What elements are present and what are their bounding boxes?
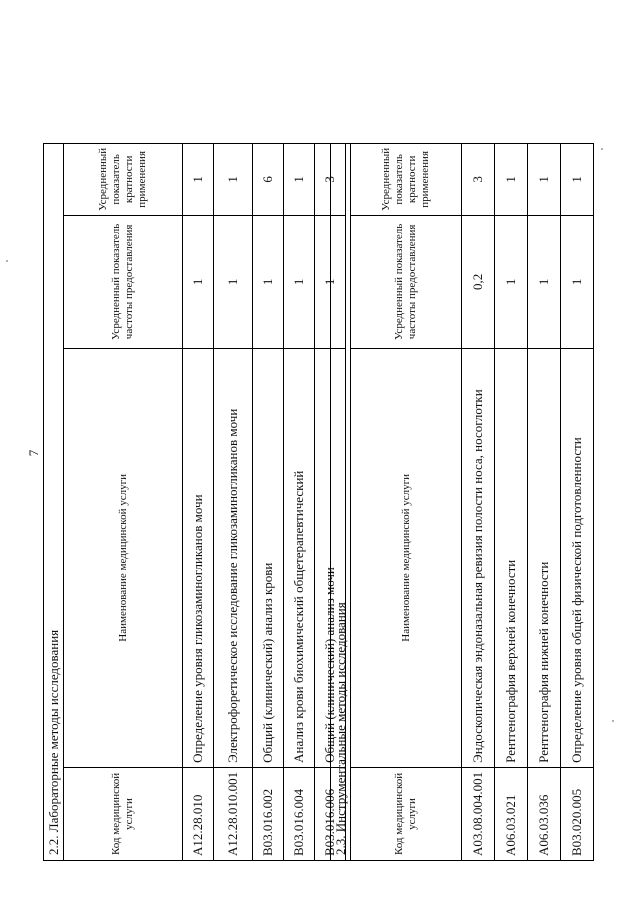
frequency-value: 1: [284, 215, 315, 348]
header-code: Код медицинской услуги: [351, 767, 462, 860]
frequency-value: 1: [253, 215, 284, 348]
frequency-value: 1: [495, 215, 528, 348]
table-row: [561, 143, 594, 860]
service-name: Электрофоретическое исследование гликозаминогликанов мочи: [214, 348, 253, 767]
service-name: Определение уровня общей физической подготовленности: [561, 348, 594, 767]
service-name: Эндоскопическая эндоназальная ревизия полости носа, носоглотки: [462, 348, 495, 767]
header-multiplicity: Усредненный показатель кратности применения: [64, 143, 183, 215]
service-name: Анализ крови биохимический общетерапевтический: [284, 348, 315, 767]
frequency-value: 1: [315, 215, 346, 348]
frequency-value: 0,2: [462, 215, 495, 348]
service-code: A03.08.004.001: [462, 767, 495, 860]
table-row: [284, 143, 315, 860]
lab-section-title: 2.2. Лабораторные методы исследования: [44, 143, 64, 860]
multiplicity-value: 1: [183, 143, 214, 215]
table-header-row: [64, 143, 183, 860]
service-name: Рентгенография верхней конечности: [495, 348, 528, 767]
service-code: B03.016.004: [284, 767, 315, 860]
frequency-value: 1: [561, 215, 594, 348]
service-code: B03.016.002: [253, 767, 284, 860]
multiplicity-value: 1: [495, 143, 528, 215]
service-code: A12.28.010.001: [214, 767, 253, 860]
frequency-value: 1: [183, 215, 214, 348]
page-number: 7: [26, 449, 41, 457]
table-row: [495, 143, 528, 860]
table-row: [253, 143, 284, 860]
table-row: [183, 143, 214, 860]
service-name: Определение уровня гликозаминогликанов мочи: [183, 348, 214, 767]
frequency-value: 1: [214, 215, 253, 348]
instrumental-methods-table: [330, 143, 594, 861]
scan-speck: [6, 260, 8, 262]
header-code: Код медицинской услуги: [64, 767, 183, 860]
service-name: Общий (клинический) анализ крови: [253, 348, 284, 767]
service-code: B03.020.005: [561, 767, 594, 860]
lab-methods-table: [43, 143, 346, 861]
header-name: Наименование медицинской услуги: [64, 348, 183, 767]
table-row: [528, 143, 561, 860]
service-name: Общий (клинический) анализ мочи: [315, 348, 346, 767]
header-frequency: Усредненный показатель частоты предоставления: [64, 215, 183, 348]
header-frequency: Усредненный показатель частоты предоставления: [351, 215, 462, 348]
multiplicity-value: 1: [561, 143, 594, 215]
multiplicity-value: 6: [253, 143, 284, 215]
frequency-value: 1: [528, 215, 561, 348]
service-code: B03.016.006: [315, 767, 346, 860]
multiplicity-value: 3: [315, 143, 346, 215]
header-multiplicity: Усредненный показатель кратности применения: [351, 143, 462, 215]
service-name: Рентгенография нижней конечности: [528, 348, 561, 767]
multiplicity-value: 3: [462, 143, 495, 215]
header-name: Наименование медицинской услуги: [351, 348, 462, 767]
multiplicity-value: 1: [284, 143, 315, 215]
table-row: [462, 143, 495, 860]
scan-speck: [601, 148, 603, 150]
scan-speck: [612, 720, 614, 722]
table-header-row: [351, 143, 462, 860]
table-row: [214, 143, 253, 860]
multiplicity-value: 1: [214, 143, 253, 215]
instr-section-title: 2.3. Инструментальные методы исследования: [331, 143, 351, 860]
service-code: A12.28.010: [183, 767, 214, 860]
service-code: A06.03.021: [495, 767, 528, 860]
service-code: A06.03.036: [528, 767, 561, 860]
multiplicity-value: 1: [528, 143, 561, 215]
